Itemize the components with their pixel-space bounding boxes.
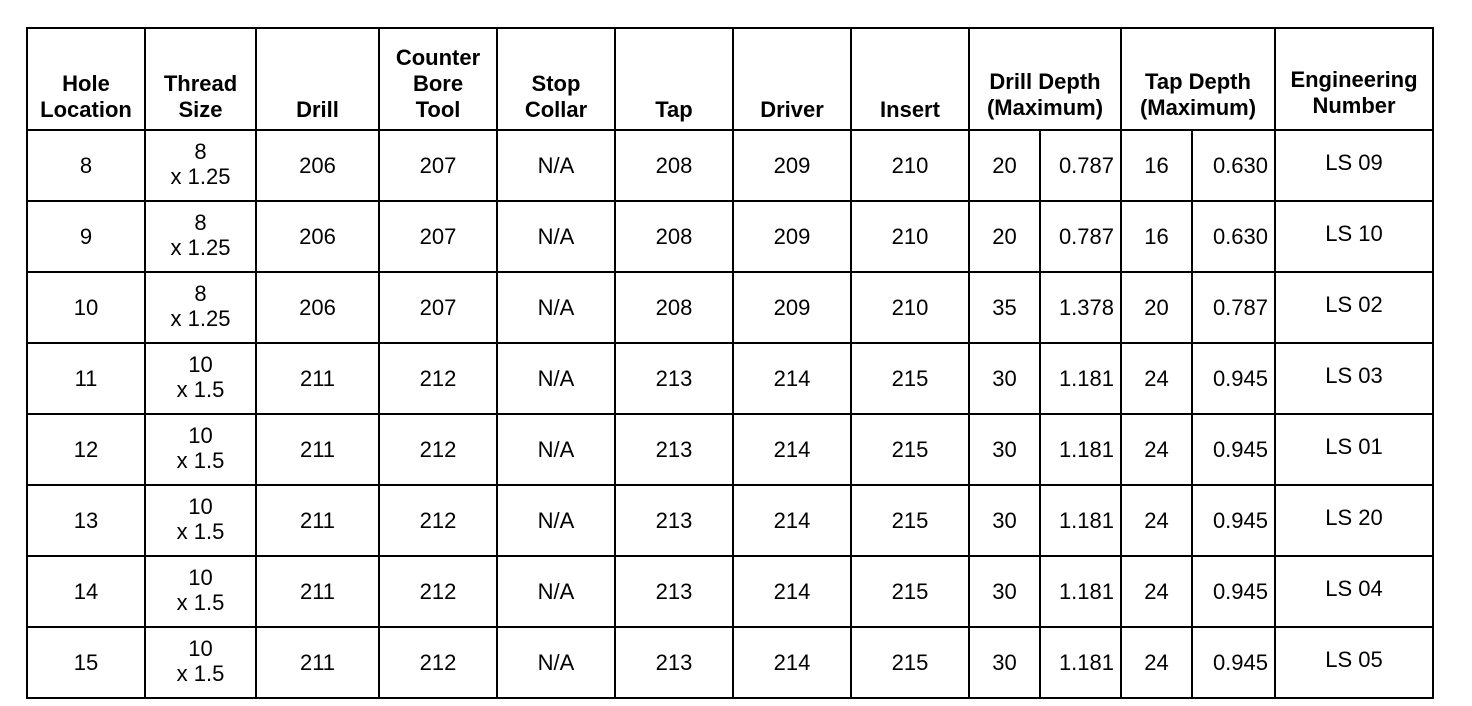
table-row xyxy=(27,485,1433,556)
thread-size-cell xyxy=(145,627,256,698)
table-row xyxy=(27,130,1433,201)
table-row xyxy=(27,627,1433,698)
drill-depth-in-cell: 0.787 xyxy=(1040,201,1121,272)
hole-location-cell: 15 xyxy=(27,627,145,698)
thread-diameter: 10 xyxy=(188,351,213,377)
tap-cell: 213 xyxy=(615,343,733,414)
thread-diameter: 8 xyxy=(194,280,207,306)
thread-pitch: x 1.5 xyxy=(176,447,225,473)
table-body xyxy=(27,130,1433,698)
hole-location-cell: 13 xyxy=(27,485,145,556)
header-row xyxy=(27,28,1433,130)
header-line: (Maximum) xyxy=(1139,95,1257,120)
drill-depth-in-cell: 1.181 xyxy=(1040,556,1121,627)
tap-cell: 208 xyxy=(615,130,733,201)
thread-size-cell xyxy=(145,201,256,272)
drill-depth-in-cell: 1.378 xyxy=(1040,272,1121,343)
tap-depth-mm-cell: 20 xyxy=(1121,272,1192,343)
tool-specification-table xyxy=(26,27,1434,699)
insert-cell: 215 xyxy=(851,627,969,698)
tap-depth-in-cell: 0.630 xyxy=(1192,130,1275,201)
stop-collar-cell: N/A xyxy=(497,485,615,556)
thread-diameter: 8 xyxy=(194,209,207,235)
engineering-number-cell: LS 02 xyxy=(1275,272,1433,343)
header-line: Drill Depth xyxy=(989,69,1101,94)
counter-bore-tool-cell: 212 xyxy=(379,343,497,414)
tap-depth-mm-cell: 16 xyxy=(1121,130,1192,201)
driver-cell: 214 xyxy=(733,556,851,627)
engineering-number-cell: LS 05 xyxy=(1275,627,1433,698)
drill-depth-mm-cell: 30 xyxy=(969,556,1040,627)
insert-cell: 215 xyxy=(851,414,969,485)
hole-location-cell: 12 xyxy=(27,414,145,485)
tap-cell: 213 xyxy=(615,627,733,698)
engineering-number-cell: LS 20 xyxy=(1275,485,1433,556)
tap-depth-in-cell: 0.787 xyxy=(1192,272,1275,343)
stop-collar-cell: N/A xyxy=(497,556,615,627)
drill-depth-mm-cell: 35 xyxy=(969,272,1040,343)
engineering-number-cell: LS 03 xyxy=(1275,343,1433,414)
drill-cell: 211 xyxy=(256,414,379,485)
header-line: Tap xyxy=(655,97,693,122)
drill-depth-in-cell: 1.181 xyxy=(1040,627,1121,698)
insert-cell: 215 xyxy=(851,485,969,556)
drill-depth-mm-cell: 30 xyxy=(969,485,1040,556)
thread-pitch: x 1.5 xyxy=(176,589,225,615)
counter-bore-tool-cell: 207 xyxy=(379,272,497,343)
hole-location-cell: 10 xyxy=(27,272,145,343)
header-engineering-number xyxy=(1275,28,1433,130)
insert-cell: 210 xyxy=(851,201,969,272)
driver-cell: 214 xyxy=(733,343,851,414)
thread-pitch: x 1.25 xyxy=(170,305,231,331)
header-counter-bore-tool xyxy=(379,28,497,130)
thread-size-cell xyxy=(145,130,256,201)
thread-size-cell xyxy=(145,556,256,627)
thread-pitch: x 1.5 xyxy=(176,660,225,686)
drill-cell: 206 xyxy=(256,130,379,201)
stop-collar-cell: N/A xyxy=(497,414,615,485)
engineering-number-cell: LS 01 xyxy=(1275,414,1433,485)
stop-collar-cell: N/A xyxy=(497,343,615,414)
driver-cell: 209 xyxy=(733,201,851,272)
thread-pitch: x 1.5 xyxy=(176,518,225,544)
tap-depth-in-cell: 0.945 xyxy=(1192,343,1275,414)
header-line: Drill xyxy=(296,97,339,122)
thread-diameter: 10 xyxy=(188,493,213,519)
counter-bore-tool-cell: 212 xyxy=(379,556,497,627)
stop-collar-cell: N/A xyxy=(497,627,615,698)
header-line: Counter xyxy=(395,45,481,70)
header-line: Thread xyxy=(163,71,238,96)
thread-pitch: x 1.5 xyxy=(176,376,225,402)
header-thread-size xyxy=(145,28,256,130)
tap-depth-in-cell: 0.945 xyxy=(1192,414,1275,485)
tap-depth-in-cell: 0.630 xyxy=(1192,201,1275,272)
header-tap-depth xyxy=(1121,28,1275,130)
header-line: Driver xyxy=(760,97,824,122)
header-line: Stop xyxy=(531,71,581,96)
tap-depth-mm-cell: 24 xyxy=(1121,556,1192,627)
header-driver xyxy=(733,28,851,130)
drill-cell: 206 xyxy=(256,201,379,272)
stop-collar-cell: N/A xyxy=(497,201,615,272)
tap-depth-in-cell: 0.945 xyxy=(1192,485,1275,556)
header-tap xyxy=(615,28,733,130)
header-line: Collar xyxy=(524,97,588,122)
header-line: Number xyxy=(1312,93,1396,118)
hole-location-cell: 14 xyxy=(27,556,145,627)
header-drill-depth xyxy=(969,28,1121,130)
header-line: Engineering xyxy=(1290,67,1418,92)
drill-depth-mm-cell: 20 xyxy=(969,130,1040,201)
table-row xyxy=(27,272,1433,343)
thread-pitch: x 1.25 xyxy=(170,163,231,189)
tap-depth-mm-cell: 16 xyxy=(1121,201,1192,272)
driver-cell: 214 xyxy=(733,414,851,485)
counter-bore-tool-cell: 207 xyxy=(379,130,497,201)
counter-bore-tool-cell: 207 xyxy=(379,201,497,272)
thread-diameter: 8 xyxy=(194,138,207,164)
thread-size-cell xyxy=(145,343,256,414)
drill-depth-in-cell: 1.181 xyxy=(1040,414,1121,485)
drill-depth-mm-cell: 20 xyxy=(969,201,1040,272)
insert-cell: 210 xyxy=(851,130,969,201)
header-line: (Maximum) xyxy=(986,95,1104,120)
tap-depth-mm-cell: 24 xyxy=(1121,414,1192,485)
tap-cell: 208 xyxy=(615,272,733,343)
header-hole-location xyxy=(27,28,145,130)
engineering-number-cell: LS 10 xyxy=(1275,201,1433,272)
tap-cell: 213 xyxy=(615,414,733,485)
driver-cell: 209 xyxy=(733,272,851,343)
thread-diameter: 10 xyxy=(188,635,213,661)
table-row xyxy=(27,556,1433,627)
thread-diameter: 10 xyxy=(188,564,213,590)
insert-cell: 210 xyxy=(851,272,969,343)
header-line: Hole xyxy=(62,71,110,96)
drill-cell: 211 xyxy=(256,627,379,698)
counter-bore-tool-cell: 212 xyxy=(379,627,497,698)
tap-depth-mm-cell: 24 xyxy=(1121,343,1192,414)
driver-cell: 214 xyxy=(733,627,851,698)
tap-cell: 213 xyxy=(615,485,733,556)
header-stop-collar xyxy=(497,28,615,130)
thread-size-cell xyxy=(145,485,256,556)
counter-bore-tool-cell: 212 xyxy=(379,414,497,485)
drill-cell: 211 xyxy=(256,343,379,414)
header-drill xyxy=(256,28,379,130)
drill-depth-mm-cell: 30 xyxy=(969,414,1040,485)
header-line: Tool xyxy=(415,97,461,122)
hole-location-cell: 9 xyxy=(27,201,145,272)
header-insert xyxy=(851,28,969,130)
insert-cell: 215 xyxy=(851,556,969,627)
drill-cell: 211 xyxy=(256,485,379,556)
header-line: Tap Depth xyxy=(1145,69,1251,94)
engineering-number-cell: LS 04 xyxy=(1275,556,1433,627)
driver-cell: 214 xyxy=(733,485,851,556)
tap-cell: 208 xyxy=(615,201,733,272)
thread-size-cell xyxy=(145,414,256,485)
header-line: Bore xyxy=(412,71,464,96)
drill-depth-in-cell: 0.787 xyxy=(1040,130,1121,201)
thread-diameter: 10 xyxy=(188,422,213,448)
header-line: Insert xyxy=(880,97,940,122)
thread-size-cell xyxy=(145,272,256,343)
thread-pitch: x 1.25 xyxy=(170,234,231,260)
drill-cell: 211 xyxy=(256,556,379,627)
counter-bore-tool-cell: 212 xyxy=(379,485,497,556)
engineering-number-cell: LS 09 xyxy=(1275,130,1433,201)
stop-collar-cell: N/A xyxy=(497,272,615,343)
tool-specification-table-wrapper xyxy=(26,27,1432,699)
tap-cell: 213 xyxy=(615,556,733,627)
drill-depth-mm-cell: 30 xyxy=(969,627,1040,698)
header-line: Location xyxy=(40,97,132,122)
hole-location-cell: 8 xyxy=(27,130,145,201)
hole-location-cell: 11 xyxy=(27,343,145,414)
drill-cell: 206 xyxy=(256,272,379,343)
drill-depth-in-cell: 1.181 xyxy=(1040,485,1121,556)
driver-cell: 209 xyxy=(733,130,851,201)
insert-cell: 215 xyxy=(851,343,969,414)
drill-depth-mm-cell: 30 xyxy=(969,343,1040,414)
tap-depth-in-cell: 0.945 xyxy=(1192,556,1275,627)
stop-collar-cell: N/A xyxy=(497,130,615,201)
table-row xyxy=(27,343,1433,414)
table-row xyxy=(27,414,1433,485)
header-line: Size xyxy=(178,97,223,122)
tap-depth-mm-cell: 24 xyxy=(1121,485,1192,556)
table-row xyxy=(27,201,1433,272)
tap-depth-in-cell: 0.945 xyxy=(1192,627,1275,698)
tap-depth-mm-cell: 24 xyxy=(1121,627,1192,698)
drill-depth-in-cell: 1.181 xyxy=(1040,343,1121,414)
